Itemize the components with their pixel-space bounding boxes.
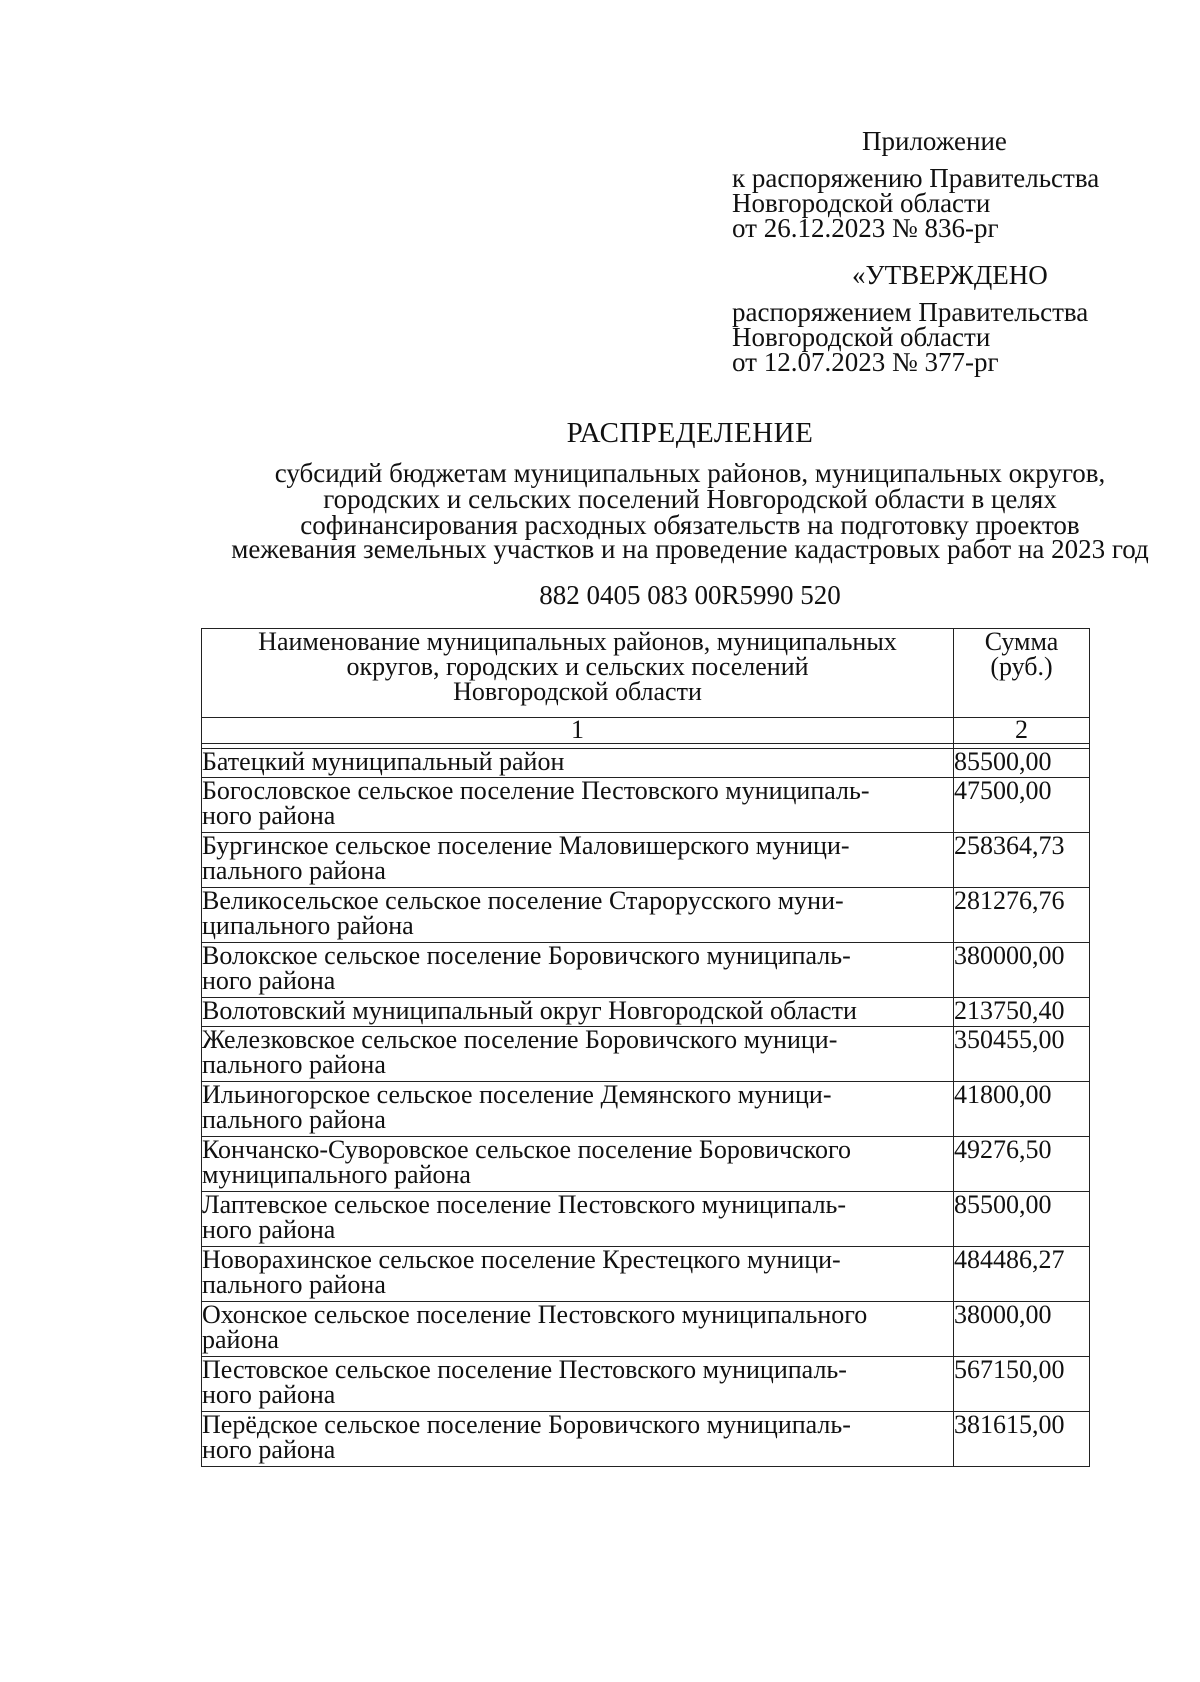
distribution-table xyxy=(201,628,1090,1467)
row-amount: 567150,00 xyxy=(954,1357,1090,1412)
table-row xyxy=(202,1302,1090,1357)
title-line-2: городских и сельских поселений Новгородской области в целях xyxy=(323,484,1057,514)
row-name: Великосельское сельское поселение Старорусского муни- ципального района xyxy=(202,888,954,943)
header-sum-line-1: Сумма xyxy=(984,627,1059,656)
header-sum-line-2: (руб.) xyxy=(990,652,1053,681)
appendix-label: Приложение xyxy=(862,126,1007,156)
table-row xyxy=(202,943,1090,998)
row-amount: 484486,27 xyxy=(954,1247,1090,1302)
budget-code: 882 0405 083 00R5990 520 xyxy=(539,580,841,610)
row-amount: 38000,00 xyxy=(954,1302,1090,1357)
approved-label: «УТВЕРЖДЕНО xyxy=(852,260,1048,290)
table-row xyxy=(202,1137,1090,1192)
header-sum xyxy=(954,629,1090,718)
header-name-line-1: Наименование муниципальных районов, муниципальных xyxy=(258,627,897,656)
appendix-line-3: от 26.12.2023 № 836-рг xyxy=(732,213,999,243)
column-number-1: 1 xyxy=(202,718,954,744)
title-line-1: субсидий бюджетам муниципальных районов, муниципальных округов, xyxy=(274,458,1106,488)
table-row xyxy=(202,1247,1090,1302)
document-title: РАСПРЕДЕЛЕНИЕ xyxy=(566,417,814,449)
column-number-2: 2 xyxy=(954,718,1090,744)
table-row xyxy=(202,1027,1090,1082)
table-row xyxy=(202,778,1090,833)
table-header-row xyxy=(202,629,1090,718)
table-row xyxy=(202,1082,1090,1137)
table-row xyxy=(202,1192,1090,1247)
row-name: Батецкий муниципальный район xyxy=(202,749,954,778)
approved-line-1: распоряжением Правительства xyxy=(732,297,1089,327)
table-row xyxy=(202,1412,1090,1467)
header-name-line-2: округов, городских и сельских поселений xyxy=(346,652,809,681)
row-name: Волотовский муниципальный округ Новгородской области xyxy=(202,998,954,1027)
header-name xyxy=(202,629,954,718)
row-amount: 381615,00 xyxy=(954,1412,1090,1467)
table-row xyxy=(202,888,1090,943)
row-name: Перёдское сельское поселение Боровичского муниципаль- ного района xyxy=(202,1412,954,1467)
table-row xyxy=(202,998,1090,1027)
appendix-line-2: Новгородской области xyxy=(732,188,991,218)
header-name-line-3: Новгородской области xyxy=(453,677,702,706)
row-name: Бургинское сельское поселение Маловишерского муници- пального района xyxy=(202,833,954,888)
row-name: Богословское сельское поселение Пестовского муниципаль- ного района xyxy=(202,778,954,833)
row-amount: 49276,50 xyxy=(954,1137,1090,1192)
row-amount: 350455,00 xyxy=(954,1027,1090,1082)
row-amount: 281276,76 xyxy=(954,888,1090,943)
table-body xyxy=(202,744,1090,1467)
title-line-4: межевания земельных участков и на проведение кадастровых работ на 2023 год xyxy=(231,534,1149,564)
table-row xyxy=(202,833,1090,888)
row-amount: 47500,00 xyxy=(954,778,1090,833)
row-name: Лаптевское сельское поселение Пестовского муниципаль- ного района xyxy=(202,1192,954,1247)
approved-line-3: от 12.07.2023 № 377-рг xyxy=(732,347,999,377)
row-amount: 258364,73 xyxy=(954,833,1090,888)
row-amount: 85500,00 xyxy=(954,749,1090,778)
row-name: Ильиногорское сельское поселение Демянского муници- пального района xyxy=(202,1082,954,1137)
row-name: Волокское сельское поселение Боровичского муниципаль- ного района xyxy=(202,943,954,998)
row-amount: 85500,00 xyxy=(954,1192,1090,1247)
row-name: Пестовское сельское поселение Пестовского муниципаль- ного района xyxy=(202,1357,954,1412)
column-number-row xyxy=(202,718,1090,744)
row-amount: 213750,40 xyxy=(954,998,1090,1027)
approved-line-2: Новгородской области xyxy=(732,322,991,352)
row-name: Железковское сельское поселение Боровичского муници- пального района xyxy=(202,1027,954,1082)
row-name: Кончанско-Суворовское сельское поселение Боровичского муниципального района xyxy=(202,1137,954,1192)
appendix-line-1: к распоряжению Правительства xyxy=(732,163,1100,193)
table-row xyxy=(202,1357,1090,1412)
title-line-3: софинансирования расходных обязательств на подготовку проектов xyxy=(300,510,1080,540)
row-name: Новорахинское сельское поселение Крестецкого муници- пального района xyxy=(202,1247,954,1302)
table-row xyxy=(202,749,1090,778)
row-name: Охонское сельское поселение Пестовского муниципального района xyxy=(202,1302,954,1357)
row-amount: 380000,00 xyxy=(954,943,1090,998)
row-amount: 41800,00 xyxy=(954,1082,1090,1137)
